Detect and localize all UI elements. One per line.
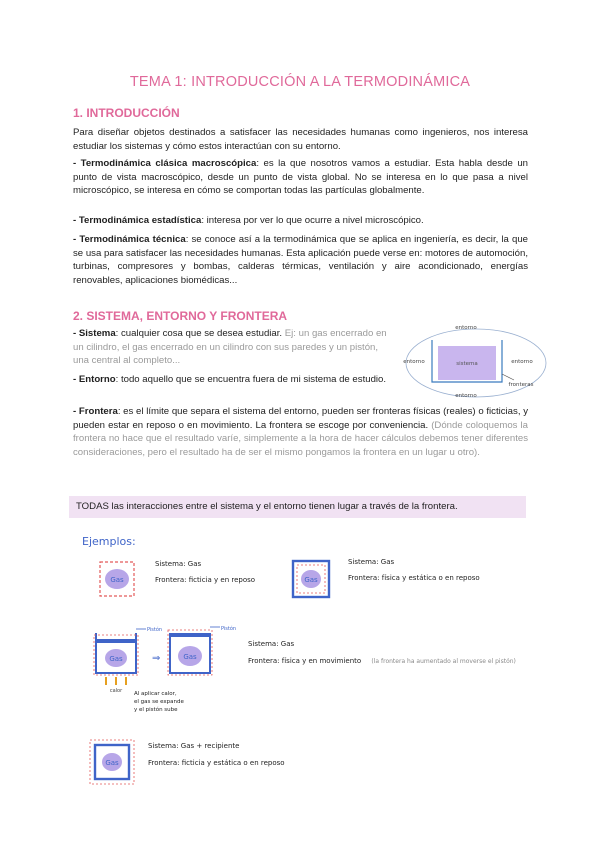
example-text: Ej: un gas encerrado en un cilindro, el gas encerrado en un cilindro con sus paredes y un pistón, una central al completo... (73, 328, 387, 367)
example4-diagram (88, 738, 136, 786)
term-label: - Termodinámica técnica (73, 234, 186, 245)
gas-label: Gas (109, 655, 123, 663)
term-label: - Sistema (73, 328, 116, 339)
arrow-icon: ⇒ (152, 653, 161, 664)
term-label: - Entorno (73, 374, 116, 385)
paragraph-frontera (73, 405, 528, 459)
example3-sistema: Sistema: Gas (248, 640, 295, 648)
intro-paragraph: Para diseñar objetos destinados a satisfacer las necesidades humanas como ingenieros, nos interesa estudiar los sistemas y cómo estos interactúan con su entorno. (73, 127, 528, 152)
term-text: : es el límite que separa el sistema del entorno, pueden ser fronteras físicas (reales) o ficticias, y pueden estar en reposo o en movimiento. La frontera se escoge por conveniencia. (73, 406, 528, 431)
calor-label: calor (109, 688, 123, 694)
term-label: - Termodinámica estadística (73, 215, 202, 226)
gas-label: Gas (183, 653, 197, 661)
gas-label: Gas (304, 576, 318, 584)
term-label: - Termodinámica clásica macroscópica (73, 158, 257, 169)
paragraph-sistema (73, 327, 393, 368)
term-text: : cualquier cosa que se desea estudiar. (115, 328, 283, 339)
section-heading-sistema: 2. SISTEMA, ENTORNO Y FRONTERA (73, 309, 288, 323)
example2-diagram (290, 558, 332, 600)
example4-sistema: Sistema: Gas + recipiente (148, 742, 240, 750)
example2-frontera: Frontera: física y estática o en reposo (348, 574, 480, 582)
examples-heading: Ejemplos: (82, 535, 136, 548)
page-title: TEMA 1: INTRODUCCIÓN A LA TERMODINÁMICA (129, 74, 471, 90)
paragraph-termo-estadistica (73, 214, 528, 228)
term-label: - Frontera (73, 406, 118, 417)
piston-label: Pistón (147, 627, 163, 633)
frontera-note: (la frontera ha aumentado al moverse el pistón) (371, 658, 516, 665)
side-note-line: el gas se expande (134, 699, 184, 705)
entorno-label-top: entorno (455, 325, 477, 331)
term-text: : es la que nosotros vamos a estudiar. Esta habla desde un punto de vista macroscópico, desde un punto de vista global. No se interesa en lo que pasa a nivel microscópico, se interesa en cómo se comportan todas las partículas globalmente. (73, 158, 529, 197)
example1-frontera: Frontera: ficticia y en reposo (155, 576, 256, 584)
sistema-label: sistema (456, 361, 478, 367)
piston-right (170, 633, 210, 637)
fronteras-label: fronteras (508, 382, 534, 388)
example2-sistema: Sistema: Gas (348, 558, 395, 566)
highlight-box: TODAS las interacciones entre el sistema y el entorno tienen lugar a través de la frontera. (69, 496, 526, 518)
gas-label: Gas (105, 759, 119, 767)
example3-frontera (248, 657, 516, 665)
gas-label: Gas (110, 576, 124, 584)
section-heading-introduccion: 1. INTRODUCCIÓN (73, 106, 180, 120)
system-diagram (398, 318, 548, 404)
side-note-line: Al aplicar calor, (134, 691, 177, 697)
entorno-label-bottom: entorno (455, 393, 477, 399)
paragraph-termo-clasica (73, 157, 528, 198)
term-text: : se conoce así a la termodinámica que se aplica en ingeniería, es decir, la que se usa para satisfacer las necesidades humanas. Esta aplicación puede verse en: motores de automoción, turbinas, compresores y bombas, calderas térmicas, ventilación y aire acondicionado, energías renovables, aplicaciones biomédicas... (73, 234, 528, 286)
frontera-text: Frontera: física y en movimiento (248, 657, 362, 665)
side-note-line: y el pistón sube (134, 707, 178, 713)
piston-left (96, 639, 136, 643)
paragraph-entorno (73, 373, 393, 387)
example1-diagram (96, 558, 138, 600)
entorno-label-right: entorno (511, 359, 533, 365)
note-text: (Dónde coloquemos la frontera no hace que el resultado varíe, simplemente a la hora de hacer cálculos debemos tener diferentes consideraciones, pero el resultado ha de ser el mismo pongamos la frontera en un lugar u otro). (73, 419, 528, 458)
entorno-label-left: entorno (403, 359, 425, 365)
term-text: : interesa por ver lo que ocurre a nivel microscópico. (201, 215, 424, 226)
piston-label: Pistón (221, 626, 237, 632)
example4-frontera: Frontera: ficticia y estática o en reposo (148, 759, 285, 767)
term-text: : todo aquello que se encuentra fuera de mi sistema de estudio. (115, 374, 387, 385)
example3-side-note (134, 690, 184, 714)
example1-sistema: Sistema: Gas (155, 560, 202, 568)
paragraph-termo-tecnica (73, 233, 528, 287)
